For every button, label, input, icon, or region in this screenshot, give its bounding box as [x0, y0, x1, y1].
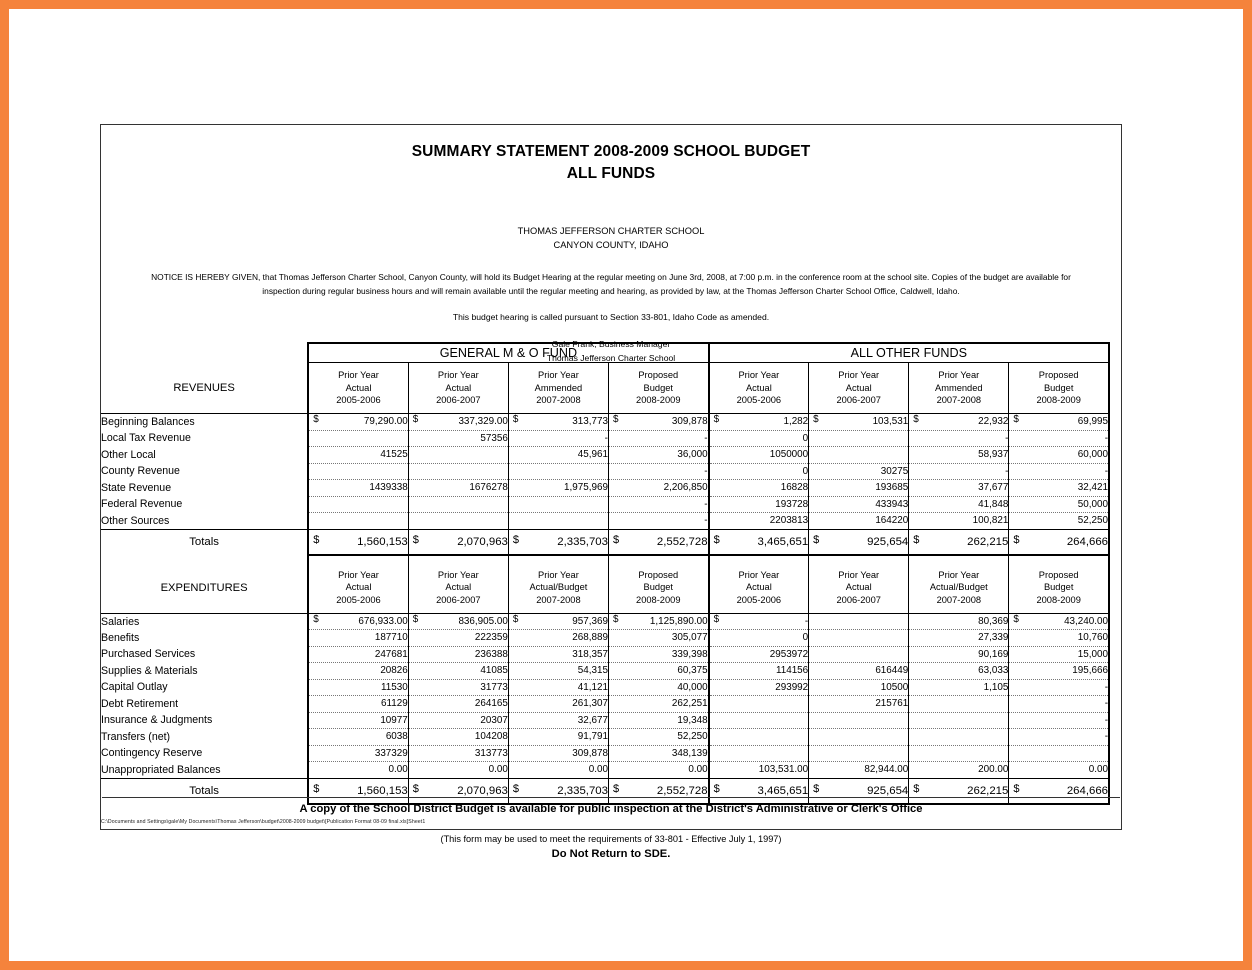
money-cell: 103,531.00: [709, 762, 809, 779]
money-cell: 10,760: [1009, 630, 1109, 647]
budget-table-container: [101, 342, 1121, 805]
money-cell: 41,848: [909, 496, 1009, 513]
money-cell: [809, 630, 909, 647]
table-row: [101, 696, 1109, 713]
money-cell: 6038: [308, 729, 408, 746]
do-not-return-note: Do Not Return to SDE.: [551, 848, 671, 860]
money-cell: 348,139: [608, 745, 708, 762]
table-row: [101, 447, 1109, 464]
money-cell: $ 22,932: [909, 414, 1009, 431]
dollar-sign: $: [713, 613, 720, 625]
source-filepath-label: C:\Documents and Settings\gale\My Documents\Thomas Jefferson\budget\2008-2009 budget\[Publication Format 08-09 final.xls]Sheet1: [101, 819, 426, 825]
table-row: [101, 430, 1109, 447]
dollar-sign: $: [412, 414, 419, 425]
money-cell: 82,944.00: [809, 762, 909, 779]
money-cell: 104208: [408, 729, 508, 746]
spacer-cell: [1009, 555, 1109, 563]
spacer-cell: [308, 555, 408, 563]
table-row: [101, 679, 1109, 696]
dollar-sign: $: [512, 782, 519, 795]
form-footer-notes: [100, 831, 1122, 860]
money-cell: 114156: [709, 663, 809, 680]
money-cell: 60,000: [1009, 447, 1109, 464]
dollar-sign: $: [913, 414, 919, 425]
money-cell: 264165: [408, 696, 508, 713]
money-cell: 164220: [809, 513, 909, 530]
money-cell: 339,398: [608, 646, 708, 663]
money-cell: 293992: [709, 679, 809, 696]
money-cell: 41525: [308, 447, 408, 464]
spacer-cell: [608, 555, 708, 563]
expenditure-column-header: Prior Year Actual 2005-2006: [709, 563, 809, 614]
money-cell: 41,121: [508, 679, 608, 696]
money-cell: 236388: [408, 646, 508, 663]
dollar-sign: $: [612, 533, 620, 546]
money-cell: [809, 745, 909, 762]
money-cell: 54,315: [508, 663, 608, 680]
dollar-sign: $: [313, 533, 320, 546]
money-cell: 1676278: [408, 480, 508, 497]
dollar-sign: $: [313, 782, 320, 795]
money-cell: 52,250: [1009, 513, 1109, 530]
money-cell: 61129: [308, 696, 408, 713]
budget-document-sheet: [100, 124, 1122, 830]
money-cell: [809, 447, 909, 464]
budget-table: [101, 342, 1110, 805]
dollar-sign: $: [913, 782, 920, 795]
dollar-sign: $: [713, 414, 720, 425]
money-cell: 433943: [809, 496, 909, 513]
public-notice-paragraph: [101, 271, 1121, 299]
money-cell: 2203813: [709, 513, 809, 530]
money-cell: 19,348: [608, 712, 708, 729]
money-cell: [308, 496, 408, 513]
table-row: [101, 480, 1109, 497]
document-title-line2: ALL FUNDS: [566, 165, 656, 183]
row-label: Local Tax Revenue: [101, 432, 191, 445]
money-cell: 10977: [308, 712, 408, 729]
money-cell: -: [1009, 463, 1109, 480]
money-cell: 0: [709, 630, 809, 647]
money-cell: 0.00: [408, 762, 508, 779]
group-banner-row: [101, 343, 1109, 363]
money-cell: -: [608, 513, 708, 530]
dollar-sign: $: [612, 414, 619, 425]
money-cell: [308, 430, 408, 447]
revenue-column-header: Prior Year Actual 2006-2007: [408, 363, 508, 414]
spacer-cell: [508, 555, 608, 563]
dollar-sign: $: [412, 782, 419, 795]
spacer-label: [101, 555, 308, 563]
money-cell: 27,339: [909, 630, 1009, 647]
money-cell: 0: [709, 463, 809, 480]
money-cell: [909, 696, 1009, 713]
money-cell: [909, 729, 1009, 746]
money-cell: $ 79,290.00: [308, 414, 408, 431]
expenditure-column-header: Prior Year Actual 2006-2007: [809, 563, 909, 614]
row-label: Salaries: [101, 613, 308, 630]
table-row: [101, 663, 1109, 680]
expenditures-total-cell: $ 2,552,728: [608, 778, 708, 804]
spacer-cell: [909, 555, 1009, 563]
money-cell: 57356: [408, 430, 508, 447]
row-label: Other Local: [101, 448, 156, 461]
public-inspection-footer: A copy of the School District Budget is available for public inspection at the District's Administrative or Clerk's Office: [102, 797, 1120, 815]
pursuant-statement: This budget hearing is called pursuant to Section 33-801, Idaho Code as amended.: [452, 312, 770, 323]
dollar-sign: $: [713, 782, 720, 795]
money-cell: -: [1009, 712, 1109, 729]
expenditure-column-header: Proposed Budget 2008-2009: [608, 563, 708, 614]
expenditures-column-header-row: [101, 563, 1109, 614]
expenditure-column-header: Prior Year Actual/Budget 2007-2008: [508, 563, 608, 614]
money-cell: 187710: [308, 630, 408, 647]
money-cell: 30275: [809, 463, 909, 480]
table-row: [101, 513, 1109, 530]
money-cell: $ 103,531: [809, 414, 909, 431]
revenues-total-cell: $ 3,465,651: [709, 529, 809, 555]
money-cell: 305,077: [608, 630, 708, 647]
money-cell: 20826: [308, 663, 408, 680]
money-cell: [508, 496, 608, 513]
row-label: Other Sources: [101, 513, 308, 530]
table-row: [101, 745, 1109, 762]
money-cell: $ 69,995: [1009, 414, 1109, 431]
dollar-sign: $: [1013, 782, 1020, 795]
money-cell: $ 309,878: [608, 414, 708, 431]
money-cell: 1050000: [709, 447, 809, 464]
signer-organization: Thomas Jefferson Charter School: [546, 353, 676, 364]
money-cell: -: [1009, 696, 1109, 713]
money-cell: 58,937: [909, 447, 1009, 464]
money-cell: 200.00: [909, 762, 1009, 779]
money-cell: [809, 613, 909, 630]
school-location: CANYON COUNTY, IDAHO: [553, 240, 669, 251]
money-cell: $ 337,329.00: [408, 414, 508, 431]
money-cell: 2953972: [709, 646, 809, 663]
money-cell: -: [1009, 430, 1109, 447]
money-cell: 37,677: [909, 480, 1009, 497]
money-cell: 32,677: [508, 712, 608, 729]
money-cell: $ 957,369: [508, 613, 608, 630]
money-cell: 10500: [809, 679, 909, 696]
table-row: [101, 613, 1109, 630]
expenditure-column-header: Prior Year Actual 2005-2006: [308, 563, 408, 614]
revenues-total-cell: $ 2,070,963: [408, 529, 508, 555]
money-cell: [1009, 745, 1109, 762]
dollar-sign: $: [913, 533, 920, 546]
group-header-general-fund: GENERAL M & O FUND: [308, 343, 708, 363]
dollar-sign: $: [1013, 613, 1019, 625]
dollar-sign: $: [313, 613, 319, 625]
money-cell: 100,821: [909, 513, 1009, 530]
table-row: [101, 463, 1109, 480]
school-identity-block: [101, 224, 1121, 253]
money-cell: $ 1,282: [709, 414, 809, 431]
dollar-sign: $: [512, 414, 519, 425]
row-label: Insurance & Judgments: [101, 714, 213, 727]
row-label: State Revenue: [101, 481, 172, 494]
money-cell: 1,105: [909, 679, 1009, 696]
money-cell: 40,000: [608, 679, 708, 696]
money-cell: [408, 513, 508, 530]
money-cell: 60,375: [608, 663, 708, 680]
table-row: [101, 762, 1109, 779]
dollar-sign: $: [412, 533, 419, 546]
revenues-total-cell: $ 264,666: [1009, 529, 1109, 555]
table-row: [101, 414, 1109, 431]
money-cell: 268,889: [508, 630, 608, 647]
row-label: Purchased Services: [101, 648, 196, 661]
money-cell: 80,369: [909, 613, 1009, 630]
expenditures-total-cell: $ 2,070,963: [408, 778, 508, 804]
expenditure-column-header: Prior Year Actual/Budget 2007-2008: [909, 563, 1009, 614]
dollar-sign: $: [512, 533, 519, 546]
money-cell: 262,251: [608, 696, 708, 713]
money-cell: 2,206,850: [608, 480, 708, 497]
money-cell: 91,791: [508, 729, 608, 746]
money-cell: [308, 513, 408, 530]
signer-name: Gale Frank, Business Manager: [551, 339, 671, 350]
revenues-totals-label: Totals: [189, 536, 219, 548]
notice-line-1: NOTICE IS HEREBY GIVEN, that Thomas Jefferson Charter School, Canyon County, will hold its Budget Hearing at the regular meeting on June 3rd, 2008, at 7:00 p.m. in the conference room at the school site. Copies of the budget are available for: [151, 271, 1071, 282]
money-cell: 90,169: [909, 646, 1009, 663]
dollar-sign: $: [612, 613, 619, 625]
money-cell: $ 676,933.00: [308, 613, 408, 630]
row-label: Beginning Balances: [101, 414, 308, 431]
table-row: [101, 646, 1109, 663]
money-cell: 309,878: [508, 745, 608, 762]
money-cell: -: [1009, 729, 1109, 746]
money-cell: [809, 646, 909, 663]
notice-line-2: inspection during regular business hours and will remain available until the regular meeting and hearing, as provided by law, at the Thomas Jefferson Charter School Office, Caldwell, Idaho.: [262, 285, 960, 296]
spacer-cell: [408, 555, 508, 563]
money-cell: 215761: [809, 696, 909, 713]
dollar-sign: $: [512, 613, 519, 625]
money-cell: -: [608, 463, 708, 480]
revenue-column-header: Proposed Budget 2008-2009: [608, 363, 708, 414]
money-cell: 15,000: [1009, 646, 1109, 663]
money-cell: [308, 463, 408, 480]
money-cell: 0.00: [508, 762, 608, 779]
money-cell: 195,666: [1009, 663, 1109, 680]
money-cell: -: [909, 463, 1009, 480]
spacer-cell: [809, 555, 909, 563]
money-cell: 222359: [408, 630, 508, 647]
money-cell: 50,000: [1009, 496, 1109, 513]
expenditures-total-cell: $ 925,654: [809, 778, 909, 804]
row-label: Capital Outlay: [101, 681, 168, 694]
row-label: Debt Retirement: [101, 697, 179, 710]
money-cell: 1439338: [308, 480, 408, 497]
expenditures-total-cell: $ 264,666: [1009, 778, 1109, 804]
money-cell: [809, 729, 909, 746]
money-cell: [508, 513, 608, 530]
expenditures-totals-label: Totals: [189, 785, 219, 797]
revenue-column-header: Prior Year Actual 2006-2007: [809, 363, 909, 414]
revenues-total-cell: $ 2,335,703: [508, 529, 608, 555]
money-cell: 1,975,969: [508, 480, 608, 497]
money-cell: 31773: [408, 679, 508, 696]
money-cell: $ 836,905.00: [408, 613, 508, 630]
row-label: Transfers (net): [101, 730, 171, 743]
money-cell: -: [608, 430, 708, 447]
money-cell: [809, 430, 909, 447]
money-cell: [709, 745, 809, 762]
dollar-sign: $: [1013, 414, 1019, 425]
money-cell: 616449: [809, 663, 909, 680]
row-label: Benefits: [101, 631, 140, 644]
spacer-cell: [709, 555, 809, 563]
money-cell: $ 1,125,890.00: [608, 613, 708, 630]
revenues-total-cell: $ 1,560,153: [308, 529, 408, 555]
dollar-sign: $: [412, 613, 419, 625]
money-cell: -: [608, 496, 708, 513]
revenues-totals-row: [101, 529, 1109, 555]
money-cell: -: [909, 430, 1009, 447]
money-cell: [508, 463, 608, 480]
revenue-column-header: Prior Year Actual 2005-2006: [709, 363, 809, 414]
money-cell: -: [1009, 679, 1109, 696]
dollar-sign: $: [313, 414, 319, 425]
table-row: [101, 729, 1109, 746]
money-cell: [709, 712, 809, 729]
table-row: [101, 496, 1109, 513]
revenues-total-cell: $ 262,215: [909, 529, 1009, 555]
school-name: THOMAS JEFFERSON CHARTER SCHOOL: [517, 225, 705, 236]
section-title-revenues: REVENUES: [101, 363, 308, 414]
money-cell: 52,250: [608, 729, 708, 746]
money-cell: 337329: [308, 745, 408, 762]
dollar-sign: $: [612, 782, 620, 795]
money-cell: -: [508, 430, 608, 447]
money-cell: [809, 712, 909, 729]
revenue-column-header: Prior Year Ammended 2007-2008: [909, 363, 1009, 414]
document-title-line1: SUMMARY STATEMENT 2008-2009 SCHOOL BUDGET: [411, 143, 811, 160]
expenditures-total-cell: $ 3,465,651: [709, 778, 809, 804]
row-label: Contingency Reserve: [101, 747, 203, 760]
money-cell: 0: [709, 430, 809, 447]
money-cell: $ 43,240.00: [1009, 613, 1109, 630]
revenues-total-cell: $ 925,654: [809, 529, 909, 555]
money-cell: [408, 447, 508, 464]
section-spacer-row: [101, 555, 1109, 563]
money-cell: 20307: [408, 712, 508, 729]
group-header-all-other-funds: ALL OTHER FUNDS: [709, 343, 1109, 363]
revenue-column-header: Prior Year Actual 2005-2006: [308, 363, 408, 414]
money-cell: [909, 712, 1009, 729]
money-cell: 0.00: [308, 762, 408, 779]
document-title: [101, 141, 1121, 186]
row-label: Supplies & Materials: [101, 664, 198, 677]
expenditures-total-cell: $ 1,560,153: [308, 778, 408, 804]
table-row: [101, 630, 1109, 647]
row-label: Unappropriated Balances: [101, 762, 308, 779]
money-cell: 11530: [308, 679, 408, 696]
money-cell: [408, 496, 508, 513]
section-title-expenditures: EXPENDITURES: [101, 563, 308, 614]
money-cell: 193728: [709, 496, 809, 513]
money-cell: 32,421: [1009, 480, 1109, 497]
money-cell: 261,307: [508, 696, 608, 713]
money-cell: 16828: [709, 480, 809, 497]
money-cell: [709, 696, 809, 713]
row-label: Federal Revenue: [101, 498, 183, 511]
dollar-sign: $: [813, 782, 820, 795]
money-cell: 247681: [308, 646, 408, 663]
money-cell: [408, 463, 508, 480]
money-cell: $ 313,773: [508, 414, 608, 431]
revenue-column-header: Proposed Budget 2008-2009: [1009, 363, 1109, 414]
form-requirements-note: (This form may be used to meet the requirements of 33-801 - Effective July 1, 1997): [440, 834, 782, 844]
row-label: County Revenue: [101, 465, 180, 478]
money-cell: 41085: [408, 663, 508, 680]
money-cell: $ -: [709, 613, 809, 630]
money-cell: 0.00: [608, 762, 708, 779]
money-cell: [909, 745, 1009, 762]
revenues-total-cell: $ 2,552,728: [608, 529, 708, 555]
dollar-sign: $: [813, 533, 820, 546]
money-cell: 193685: [809, 480, 909, 497]
expenditures-total-cell: $ 2,335,703: [508, 778, 608, 804]
money-cell: [709, 729, 809, 746]
money-cell: 45,961: [508, 447, 608, 464]
expenditure-column-header: Proposed Budget 2008-2009: [1009, 563, 1109, 614]
expenditure-column-header: Prior Year Actual 2006-2007: [408, 563, 508, 614]
revenues-column-header-row: [101, 363, 1109, 414]
money-cell: 318,357: [508, 646, 608, 663]
money-cell: 0.00: [1009, 762, 1109, 779]
expenditures-total-cell: $ 262,215: [909, 778, 1009, 804]
revenue-column-header: Prior Year Ammended 2007-2008: [508, 363, 608, 414]
money-cell: 36,000: [608, 447, 708, 464]
dollar-sign: $: [1013, 533, 1020, 546]
money-cell: 63,033: [909, 663, 1009, 680]
money-cell: 313773: [408, 745, 508, 762]
dollar-sign: $: [713, 533, 720, 546]
table-row: [101, 712, 1109, 729]
dollar-sign: $: [813, 414, 819, 425]
group-banner-spacer: [101, 343, 308, 363]
